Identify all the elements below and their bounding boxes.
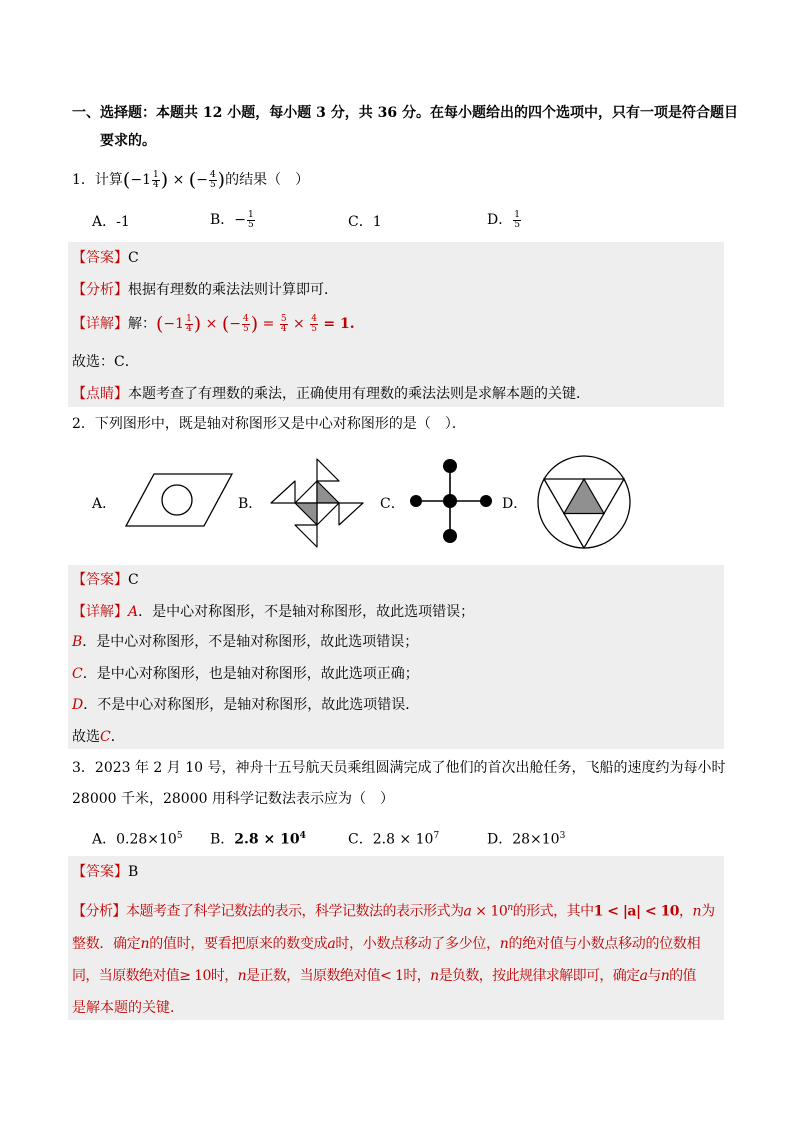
q1-option-a: A．-1 — [92, 214, 130, 230]
q2-label-b: B． — [238, 496, 263, 512]
q3-stem-line1: 3．2023 年 2 月 10 号，神舟十五号航天员乘组圆满完成了他们的首次出舱任务，飞船的速度约为每小时 — [72, 760, 726, 776]
q2-label-a: A． — [92, 496, 117, 512]
section-heading-line2: 要求的。 — [100, 133, 156, 149]
q3-option-a: A．$0.28\times 10^5$ — [92, 831, 183, 848]
q2-figure-d-circle-triangle — [536, 454, 632, 550]
q2-answer: 【答案】C — [72, 572, 139, 588]
q1-conclusion: 故选：C． — [72, 354, 139, 370]
q2-detail-a: 【详解】A．是中心对称图形，不是轴对称图形，故此选项错误； — [72, 604, 475, 620]
q1-analysis: 【分析】根据有理数的乘法法则计算即可． — [72, 282, 338, 298]
q1-detail: 【详解】解：(−1 $\frac{1}{4}$ ) × (− $\frac{4}{5}$ ) = $\frac{5}{4}$ × $\frac{4}{5}$ = 1. — [72, 313, 355, 335]
q3-analysis-line2: 整数．确定n的值时，要看把原来的数变成a时，小数点移动了多少位，n的绝对值与小数点移动的位数相 — [72, 936, 701, 952]
q3-stem-line2: 28000 千米，28000 用科学记数法表示应为（ ） — [72, 791, 394, 807]
section-heading-line1: 一、选择题：本题共 12 小题，每小题 3 分，共 36 分。在每小题给出的四个选项中，只有一项是符合题目 — [72, 105, 738, 121]
q3-analysis-line1: 【分析】本题考查了科学记数法的表示，科学记数法的表示形式为$a \times 10^n$的形式，其中1 < |a| < 10，n为 — [72, 903, 715, 920]
q3-option-b: B．$2.8 \times 10^4$ — [210, 831, 306, 848]
q2-label-d: D． — [502, 496, 528, 512]
q2-figure-b-pinwheel — [269, 457, 365, 549]
q3-option-d: D．$28\times 10^3$ — [487, 831, 566, 848]
q2-detail-c: C．是中心对称图形，也是轴对称图形，故此选项正确； — [72, 666, 419, 682]
q2-detail-b: B．是中心对称图形，不是轴对称图形，故此选项错误； — [72, 634, 419, 650]
q2-answer-block — [68, 565, 724, 749]
q2-stem: 2．下列图形中，既是轴对称图形又是中心对称图形的是（ ）． — [72, 416, 466, 432]
q3-option-c: C．$2.8 \times 10^7$ — [348, 831, 440, 848]
q1-comment: 【点睛】本题考查了有理数的乘法，正确使用有理数的乘法法则是求解本题的关键． — [72, 386, 590, 402]
q1-answer: 【答案】C — [72, 250, 139, 266]
q2-label-c: C． — [380, 496, 405, 512]
q3-analysis-line4: 是解本题的关键． — [72, 1000, 184, 1016]
q1-option-c: C．1 — [348, 214, 382, 230]
q3-answer: 【答案】B — [72, 864, 139, 880]
q3-analysis-line3: 同，当原数绝对值≥ 10时，n是正数，当原数绝对值< 1时，n是负数，按此规律求解即可，确定a与n的值 — [72, 968, 696, 984]
q1-stem: 1．计算(−1 $\frac{1}{4}$ ) × (− $\frac{4}{5}$ )的结果（ ） — [72, 169, 310, 191]
q1-option-b: B．− $\frac{1}{5}$ — [210, 209, 254, 230]
q2-figure-c-cross — [408, 458, 494, 544]
q2-figure-a-parallelogram — [124, 472, 234, 528]
q2-conclusion: 故选C． — [72, 729, 125, 745]
q2-detail-d: D．不是中心对称图形，是轴对称图形，故此选项错误． — [72, 697, 420, 713]
q1-option-d: D． $\frac{1}{5}$ — [487, 209, 520, 230]
